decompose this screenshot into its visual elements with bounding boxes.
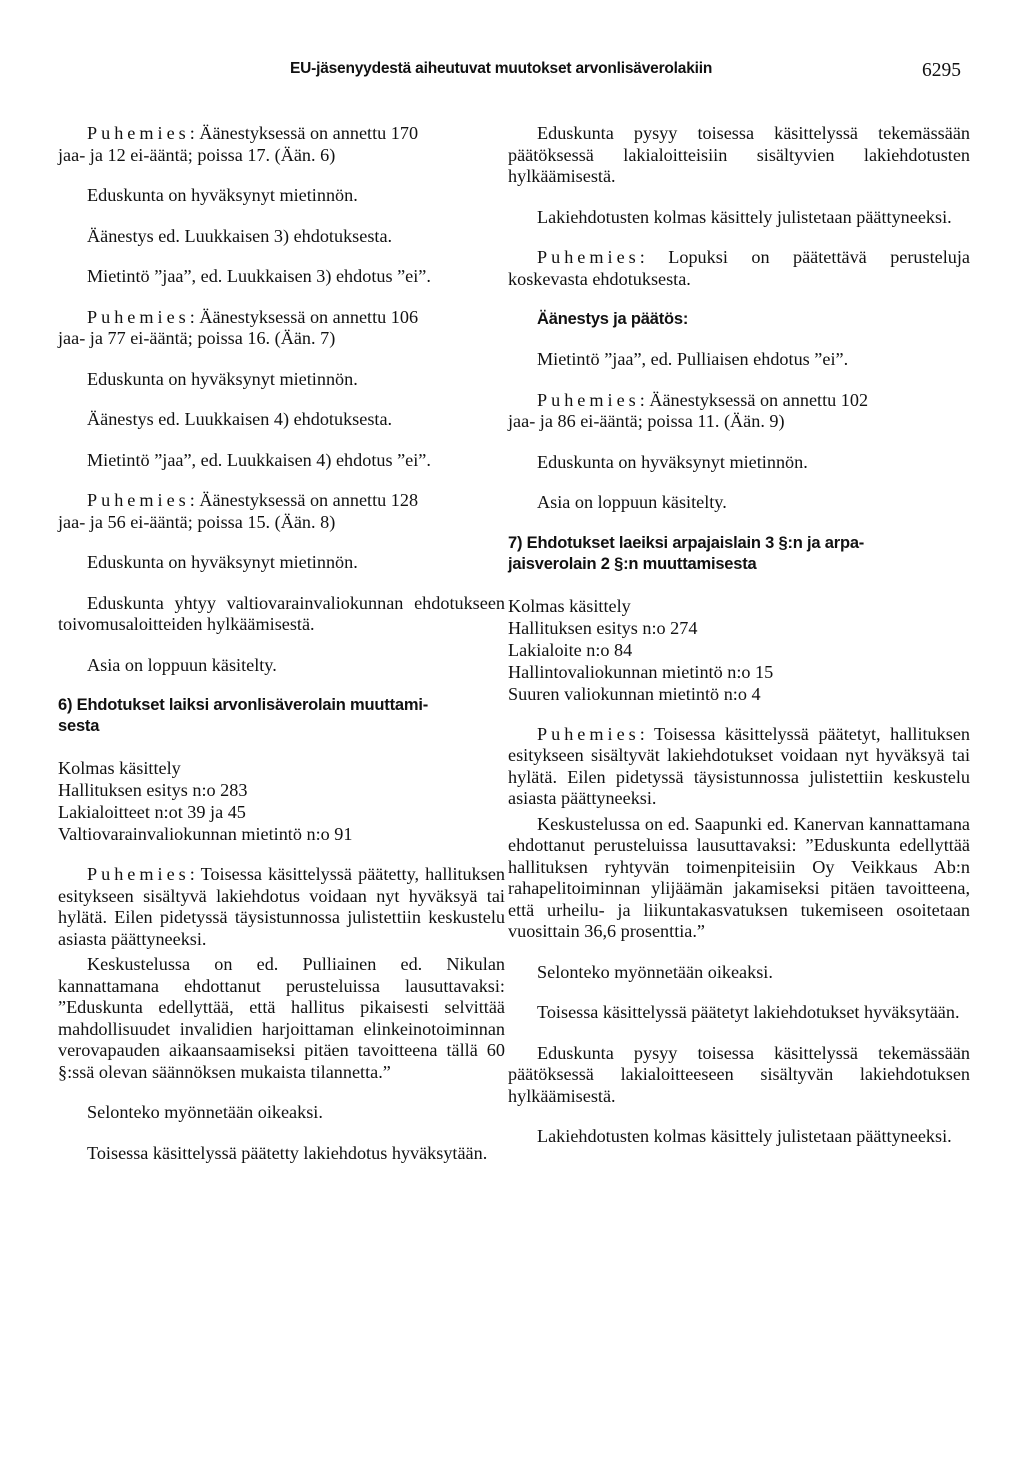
- speaker-text: : Toisessa käsittelyssä päätetyt, hallituksen esitykseen sisältyvät lakiehdotukset voidaan nyt hyväksyä tai hylätä. Eilen pidetyssä täysistunnossa julistettiin keskustelu asiasta päättyneeksi.: [508, 723, 970, 808]
- info-line: Hallituksen esitys n:o 274: [508, 617, 698, 638]
- speaker-paragraph: [508, 390, 970, 433]
- info-line: Hallituksen esitys n:o 283: [58, 780, 248, 800]
- paragraph: Eduskunta yhtyy valtiovarainvaliokunnan ehdotukseen toivomusaloitteiden hylkäämisestä.: [58, 592, 505, 634]
- section-info: [508, 595, 970, 705]
- section-heading: 6) Ehdotukset laiksi arvonlisäverolain muuttami- sesta: [58, 696, 429, 735]
- paragraph: Eduskunta on hyväksynyt mietinnön.: [87, 185, 358, 205]
- paragraph: Asia on loppuun käsitelty.: [87, 654, 277, 675]
- info-line: Lakialoitteet n:ot 39 ja 45: [58, 802, 246, 822]
- paragraph: Eduskunta on hyväksynyt mietinnön.: [537, 451, 808, 472]
- paragraph: Mietintö ”jaa”, ed. Luukkaisen 3) ehdotus ”ei”.: [87, 266, 431, 286]
- speaker-name: Puhemies: [87, 123, 190, 143]
- right-column: [508, 123, 970, 1167]
- paragraph: Äänestys ed. Luukkaisen 4) ehdotuksesta.: [87, 409, 393, 429]
- speaker-text: : Äänestyksessä on annettu 128 jaa- ja 56 ei-ääntä; poissa 15. (Ään. 8): [58, 490, 419, 532]
- speaker-paragraph: [58, 123, 505, 166]
- left-column: [58, 123, 505, 1183]
- paragraph: Mietintö ”jaa”, ed. Luukkaisen 4) ehdotus ”ei”.: [87, 449, 431, 470]
- paragraph: Asia on loppuun käsitelty.: [537, 492, 727, 512]
- paragraph: Äänestys ed. Luukkaisen 3) ehdotuksesta.: [87, 225, 393, 246]
- speaker-text: : Äänestyksessä on annettu 102 jaa- ja 86 ei-ääntä; poissa 11. (Ään. 9): [508, 389, 869, 431]
- info-line: Kolmas käsittely: [58, 758, 181, 778]
- speaker-text: : Toisessa käsittelyssä päätetty, hallituksen esitykseen sisältyvä lakiehdotus voidaan nyt hyväksyä tai hylätä. Eilen pidetyssä täysistunnossa julistettiin keskustelu asiasta päättyneeksi.: [58, 864, 505, 949]
- speaker-paragraph: [508, 247, 970, 290]
- speaker-name: Puhemies: [87, 490, 190, 510]
- paragraph: Selonteko myönnetään oikeaksi.: [537, 961, 773, 982]
- speaker-paragraph: [508, 724, 970, 810]
- speaker-text: : Äänestyksessä on annettu 106 jaa- ja 77 ei-ääntä; poissa 16. (Ään. 7): [58, 306, 419, 348]
- page-number: 6295: [922, 60, 961, 81]
- paragraph: Toisessa käsittelyssä päätetty lakiehdotus hyväksytään.: [87, 1142, 488, 1163]
- speaker-paragraph: [58, 490, 505, 533]
- paragraph: Eduskunta on hyväksynyt mietinnön.: [87, 552, 358, 572]
- paragraph: Toisessa käsittelyssä päätetyt lakiehdotukset hyväksytään.: [537, 1002, 960, 1022]
- vote-heading: Äänestys ja päätös:: [537, 310, 689, 328]
- paragraph: Eduskunta pysyy toisessa käsittelyssä tekemässään päätöksessä lakialoitteisiin sisältyvien lakiehdotusten hylkäämisestä.: [508, 123, 970, 186]
- paragraph: Keskustelussa on ed. Pulliainen ed. Nikulan kannattamana ehdottanut perusteluissa lausuttavaksi: ”Eduskunta edellyttää, että hallitus pikaisesti selvittää mahdollisuudet invalidien harjoittaman elinkeinotoiminnan verovapauden aikaansaamiseksi pitäen tavoitteena tällä 60 §:ssä olevan säännöksen mukaista tilannetta.”: [58, 954, 505, 1082]
- paragraph: Mietintö ”jaa”, ed. Pulliaisen ehdotus ”ei”.: [537, 349, 849, 369]
- speaker-paragraph: [58, 307, 505, 350]
- paragraph: Lakiehdotusten kolmas käsittely julistetaan päättyneeksi.: [537, 206, 952, 227]
- speaker-name: Puhemies: [537, 247, 640, 267]
- speaker-name: Puhemies: [87, 306, 190, 327]
- speaker-name: Puhemies: [537, 389, 640, 410]
- info-line: Lakialoite n:o 84: [508, 639, 633, 660]
- speaker-text: : Äänestyksessä on annettu 170 jaa- ja 12 ei-ääntä; poissa 17. (Ään. 6): [58, 123, 419, 165]
- paragraph: Eduskunta on hyväksynyt mietinnön.: [87, 368, 358, 389]
- info-line: Valtiovarainvaliokunnan mietintö n:o 91: [58, 824, 353, 844]
- speaker-paragraph: [58, 864, 505, 950]
- info-line: Kolmas käsittely: [508, 595, 631, 616]
- paragraph: Keskustelussa on ed. Saapunki ed. Kanervan kannattamana ehdottanut perusteluissa lausuttavaksi: ”Eduskunta edellyttää hallituksen ryhtyvän toimenpiteisiin Oy Veikkaus Ab:n rahapelitoiminnan ylijäämän jakamiseksi pitäen tavoitteena, että urheilu- ja liikuntakasvatuksen tukemiseen osoitetaan vuosittain 36,6 prosenttia.”: [508, 813, 970, 941]
- speaker-name: Puhemies: [537, 723, 640, 744]
- section-info: [58, 757, 505, 845]
- info-line: Suuren valiokunnan mietintö n:o 4: [508, 683, 761, 704]
- running-title: EU-jäsenyydestä aiheutuvat muutokset arvonlisäverolakiin: [290, 60, 713, 77]
- paragraph: Eduskunta pysyy toisessa käsittelyssä tekemässään päätöksessä lakialoitteeseen sisältyvän lakiehdotuksen hylkäämisestä.: [508, 1042, 970, 1106]
- section-heading: 7) Ehdotukset laeiksi arpajaislain 3 §:n ja arpa- jaisverolain 2 §:n muuttamisesta: [508, 533, 865, 573]
- info-line: Hallintovaliokunnan mietintö n:o 15: [508, 661, 774, 682]
- page-header: [0, 60, 1024, 90]
- speaker-name: Puhemies: [87, 864, 190, 884]
- speaker-text: : Lopuksi on päätettävä perusteluja koskevasta ehdotuksesta.: [508, 247, 970, 289]
- paragraph: Selonteko myönnetään oikeaksi.: [87, 1102, 323, 1122]
- paragraph: Lakiehdotusten kolmas käsittely julistetaan päättyneeksi.: [537, 1126, 952, 1146]
